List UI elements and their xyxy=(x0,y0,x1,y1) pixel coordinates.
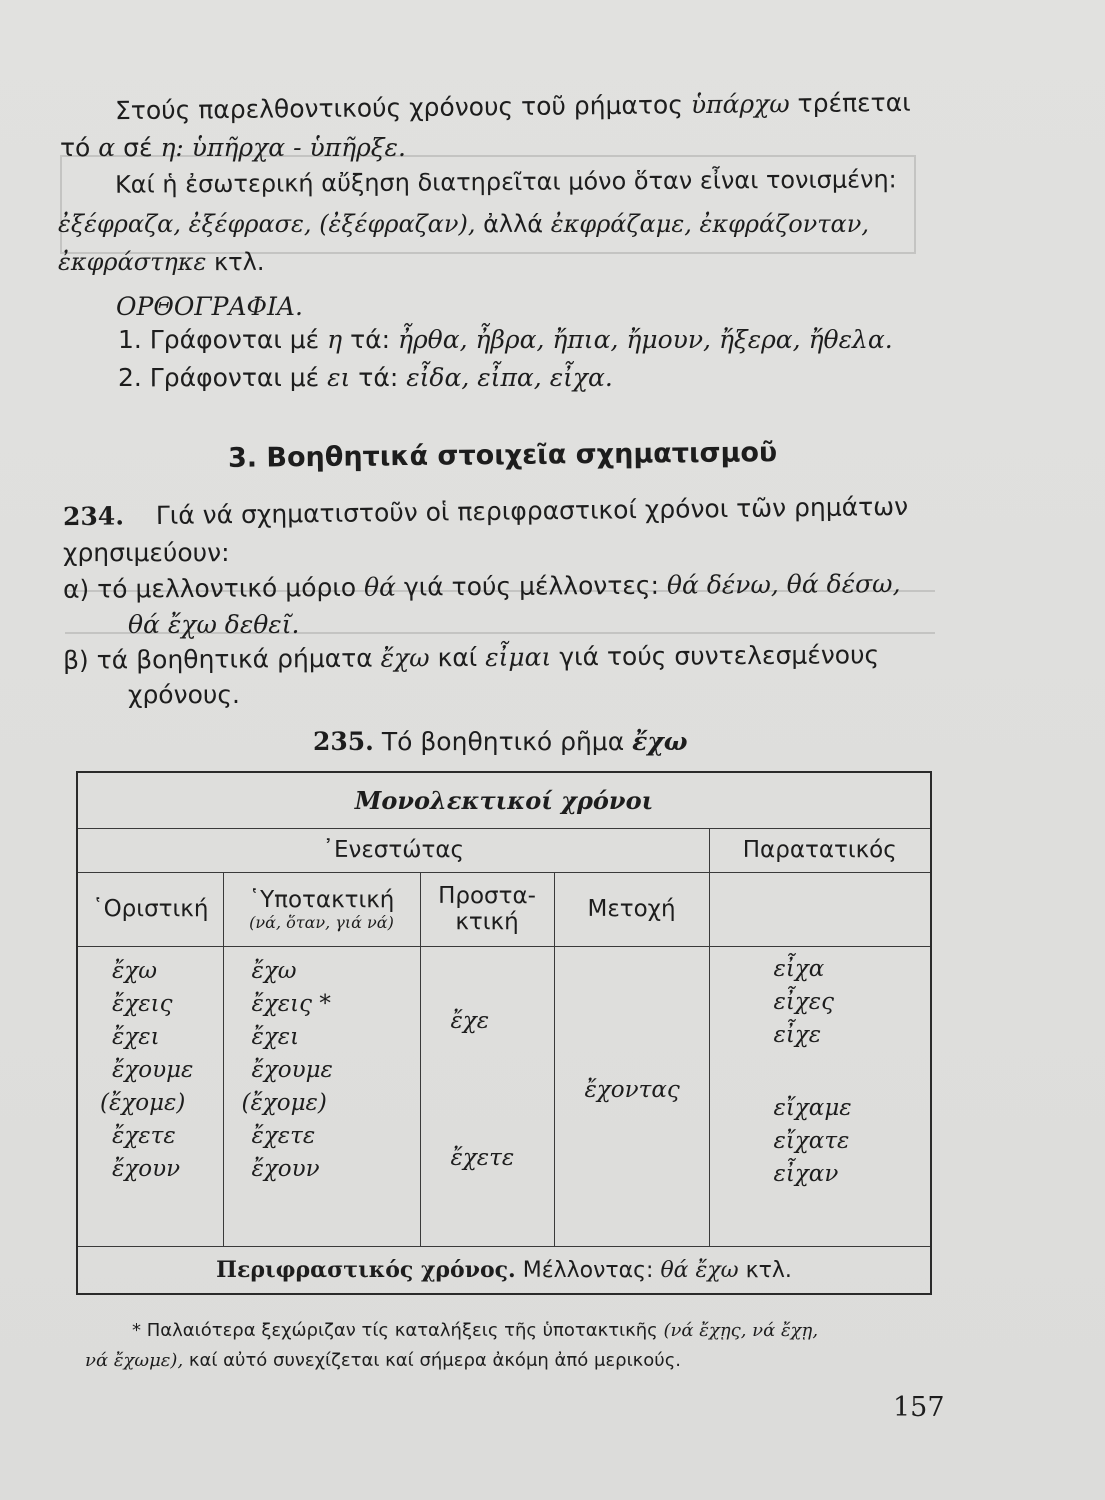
text-run: κτλ. xyxy=(738,1257,792,1283)
periphrastic-note xyxy=(77,1246,931,1294)
text-run: α) τό μελλοντικό μόριο xyxy=(62,572,365,604)
text-run: εἶδα, εἶπα, εἶχα. xyxy=(406,363,613,392)
form: (ἔχομε) xyxy=(241,1089,327,1116)
form: ἔχουμε xyxy=(112,1056,194,1083)
imperative-forms xyxy=(420,946,554,1246)
text-run: τρέπεται xyxy=(789,87,911,119)
form: εἶχαν xyxy=(773,1160,839,1187)
imperfect-blank-cell xyxy=(709,872,931,946)
text-run: ἀλλά xyxy=(475,210,551,238)
text-run: εἶμαι xyxy=(485,642,552,672)
item-b-line-1 xyxy=(63,640,879,675)
text-run: ἔχω xyxy=(632,727,688,756)
text-run: σέ xyxy=(115,133,161,162)
conjugation-table xyxy=(76,771,932,1295)
section-heading: 3. Βοηθητικά στοιχεῖα σχηματισμοῦ xyxy=(227,437,778,474)
text-run: καί αὐτό συνεχίζεται καί σήμερα ἀκόμη ἀπό μερικούς. xyxy=(183,1350,681,1371)
subjunctive-forms xyxy=(223,946,420,1246)
form: ἔχεις xyxy=(112,990,173,1017)
text-run: χρόνους. xyxy=(128,680,240,709)
imperfect-forms xyxy=(709,946,931,1246)
form: ἔχει xyxy=(112,1023,160,1050)
text-run: ὑπάρχω xyxy=(690,89,790,120)
imperative-label-1: Προστα- xyxy=(438,883,536,909)
paragraph-1-line-2 xyxy=(60,133,406,162)
form: εἶχε xyxy=(773,1021,822,1048)
imperative-header xyxy=(420,872,554,946)
table-caption-row xyxy=(77,772,931,828)
form: ἔχω xyxy=(112,957,158,984)
form: ἔχετε xyxy=(450,1144,515,1171)
indicative-forms xyxy=(77,946,223,1246)
form: ἔχουν xyxy=(112,1155,181,1182)
subjunctive-label: ῾Υποτακτική xyxy=(248,886,395,913)
text-run: χρησιμεύουν: xyxy=(63,538,230,567)
item-a-line-2: θά ἔχω δεθεῖ. xyxy=(128,610,300,639)
text-run: θά ἔχω xyxy=(660,1257,739,1283)
text-run: Γιά νά σχηματιστοῦν οἱ περιφραστικοί χρόνοι τῶν ρημάτων xyxy=(155,491,909,531)
table-forms-row xyxy=(77,946,931,1246)
form: ἔχετε xyxy=(251,1122,316,1149)
form: εἶχα xyxy=(773,955,825,982)
text-run: νά ἔχωμε), xyxy=(85,1350,184,1371)
form: εἶχες xyxy=(773,988,835,1015)
text-run: καί xyxy=(429,642,486,673)
spacer xyxy=(451,947,554,1005)
indicative-header: ῾Οριστική xyxy=(77,872,223,946)
text-run: * Παλαιότερα ξεχώριζαν τίς καταλήξεις τῆς ὑποτακτικῆς xyxy=(132,1320,664,1341)
paragraph-number: 234. xyxy=(62,501,125,532)
paragraph-234-line-2 xyxy=(63,538,230,567)
page-number: 157 xyxy=(893,1392,945,1423)
paragraph-2-line-1 xyxy=(115,165,897,198)
orthography-rule-1 xyxy=(118,325,893,354)
text-run: τά: xyxy=(342,325,398,354)
text-run: (νά ἔχῃς, νά ἔχῃ, xyxy=(663,1320,819,1341)
participle-forms xyxy=(554,946,709,1246)
form: ἔχοντας xyxy=(584,1076,680,1103)
form: ἔχε xyxy=(450,1007,490,1034)
table-caption: Μονολεκτικοί χρόνοι xyxy=(77,772,931,828)
footnote-line-2 xyxy=(85,1350,681,1371)
item-b-line-2 xyxy=(128,680,240,709)
paragraph-2-line-3 xyxy=(58,248,264,276)
text-run: α xyxy=(98,133,116,162)
text-run: Καί ἡ ἐσωτερική αὔξηση διατηρεῖται μόνο ὅταν εἶναι τονισμένη: xyxy=(114,165,897,199)
text-run: 1. Γράφονται μέ xyxy=(118,325,328,354)
form: ἔχουν xyxy=(251,1155,320,1182)
text-run: ἔχω xyxy=(380,643,430,673)
imperative-label-2: κτική xyxy=(455,909,519,935)
footnote-line-1 xyxy=(132,1320,818,1341)
text-run: η xyxy=(327,325,343,354)
text-run: Μέλλοντας: xyxy=(515,1257,661,1283)
orthography-rule-2 xyxy=(118,363,613,392)
text-run: γιά τούς μέλλοντες: xyxy=(395,570,667,602)
imperfect-header: Παρατατικός xyxy=(709,828,931,872)
form: ἔχεις * xyxy=(251,990,331,1017)
text-run: γιά τούς συντελεσμένους xyxy=(551,640,880,672)
spacer xyxy=(774,1052,931,1092)
section-235-title xyxy=(313,727,688,756)
text-run: Τό βοηθητικό ρῆμα xyxy=(373,727,633,756)
paragraph-2-line-2 xyxy=(58,210,869,238)
text-run: κτλ. xyxy=(206,248,265,276)
text-run: η: ὑπῆρχα - ὑπῆρξε. xyxy=(160,133,406,162)
text-run: ἐκφράστηκε xyxy=(58,248,207,276)
form: ἔχουμε xyxy=(251,1056,333,1083)
spacer xyxy=(585,947,709,1074)
form: ἔχω xyxy=(251,957,297,984)
text-run: Στούς παρελθοντικούς χρόνους τοῦ ρήματος xyxy=(114,90,692,126)
table-footer-row xyxy=(77,1246,931,1294)
form: εἴχατε xyxy=(773,1127,850,1154)
text-run: θά xyxy=(363,572,397,602)
subjunctive-header xyxy=(223,872,420,946)
present-header: ᾿Ενεστώτας xyxy=(77,828,709,872)
item-a-line-1 xyxy=(63,569,901,604)
spacer xyxy=(451,1038,554,1142)
text-run: θά δένω, θά δέσω, xyxy=(666,569,901,600)
form: ἔχει xyxy=(251,1023,300,1050)
participle-header: Μετοχή xyxy=(554,872,709,946)
form: ἔχετε xyxy=(112,1122,176,1149)
text-run: ἦρθα, ἦβρα, ἤπια, ἤμουν, ἤξερα, ἤθελα. xyxy=(397,325,893,354)
table-tense-row xyxy=(77,828,931,872)
text-run: ἐξέφραζα, ἐξέφρασε, (ἐξέφραζαν), xyxy=(58,210,476,238)
subjunctive-note: (νά, ὅταν, γιά νά) xyxy=(249,912,394,932)
text-run: τό xyxy=(60,133,99,162)
text-run: Περιφραστικός χρόνος. xyxy=(216,1256,516,1283)
table-mood-row xyxy=(77,872,931,946)
text-run: τά: xyxy=(350,363,407,392)
paragraph-number: 235. xyxy=(313,727,374,756)
text-run: ει xyxy=(327,363,351,392)
text-run: β) τά βοηθητικά ρήματα xyxy=(62,643,381,675)
form: εἴχαμε xyxy=(773,1094,852,1121)
form: (ἔχομε) xyxy=(100,1089,186,1116)
orthography-title: ΟΡΘΟΓΡΑΦΙΑ. xyxy=(116,292,303,321)
text-run: 2. Γράφονται μέ xyxy=(118,363,328,392)
text-run: ἐκφράζαμε, ἐκφράζονταν, xyxy=(550,210,869,238)
